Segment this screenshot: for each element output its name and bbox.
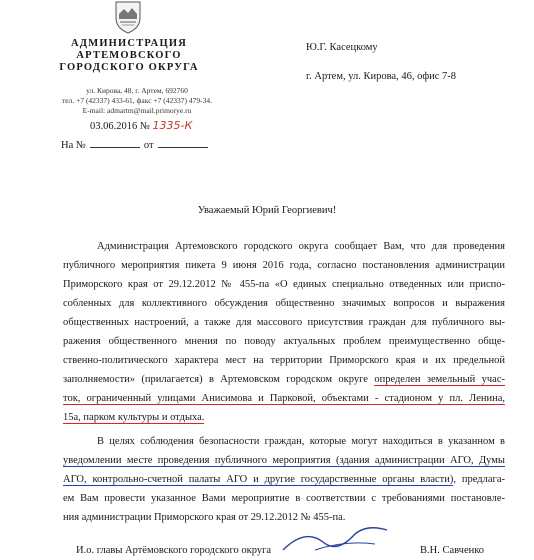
org-address: ул. Кирова, 48, г. Артем, 692760 xyxy=(86,86,188,95)
body-line xyxy=(63,371,505,388)
greeting: Уважаемый Юрий Георгиевич! xyxy=(197,205,337,216)
body-line: Администрация Артемовского городского округа сообщает Вам, что для проведения xyxy=(97,241,505,252)
letter-date: 03.06.2016 xyxy=(90,121,138,132)
handwritten-signature xyxy=(275,520,395,560)
addressee-name: Ю.Г. Касецкому xyxy=(306,42,378,53)
incoming-number-blank xyxy=(90,138,140,148)
highlight-blue: АГО, контрольно-счетной палаты АГО и другие государственные органы власти) xyxy=(63,474,454,485)
body-text: , предлага- xyxy=(453,474,505,485)
body-line: ем Вам провести указанное Вами мероприятие в соответствии с требованиями постановле- xyxy=(63,493,505,504)
incoming-label: На № xyxy=(61,140,86,151)
org-line-2: АРТЕМОВСКОГО xyxy=(76,50,182,61)
body-line xyxy=(63,409,505,426)
body-line: ственно-политического характера мест на территории Приморского края и их предельной xyxy=(63,355,505,366)
letter-number: 1335-К xyxy=(152,119,193,132)
body-line: Приморского края от 29.12.2012 № 455-па «О единых специально отведенных или приспо- xyxy=(63,279,505,290)
outgoing-reference xyxy=(90,119,192,132)
highlight-blue: уведомлении месте проведения публичного мероприятия (здания администрации АГО, Думы xyxy=(63,455,505,466)
signatory-position: И.о. главы Артёмовского городского округа xyxy=(76,545,272,556)
body-line: В целях соблюдения безопасности граждан, которые могут находиться в указанном в xyxy=(97,436,505,447)
body-line xyxy=(63,452,505,469)
org-line-1: АДМИНИСТРАЦИЯ xyxy=(71,38,187,49)
org-phones: тел. +7 (42337) 433-61, факс +7 (42337) 479-34. xyxy=(61,96,213,105)
body-line xyxy=(63,471,505,488)
body-line: общественных настроений, а также для массового присутствия граждан для публичного вы- xyxy=(63,317,505,328)
signatory-name: В.Н. Савченко xyxy=(420,545,485,556)
incoming-date-blank xyxy=(158,138,208,148)
org-line-3: ГОРОДСКОГО ОКРУГА xyxy=(59,62,199,73)
body-line xyxy=(63,390,505,407)
organization-name xyxy=(54,38,204,74)
addressee-address: г. Артем, ул. Кирова, 46, офис 7-8 xyxy=(306,71,457,82)
highlight-red: ток, ограниченный улицами Анисимова и Парковой, объектами - стадионом у пл. Ленина, xyxy=(63,393,505,404)
highlight-red: определен земельный учас- xyxy=(374,374,505,385)
body-text: заполняемости» (прилагается) в Артемовском городском округе xyxy=(63,374,375,385)
highlight-red: 15а, парком культуры и отдыха. xyxy=(63,412,205,423)
coat-of-arms-icon xyxy=(113,0,143,34)
body-line: публичного мероприятия пикета 9 июня 2016 года, согласно постановления администрации xyxy=(63,260,505,271)
org-email: E-mail: admartm@mail.primorye.ru xyxy=(82,106,192,115)
incoming-reference xyxy=(61,138,212,151)
number-label: № xyxy=(139,121,150,132)
body-line: собленных для коллективного обсуждения общественно значимых вопросов и выражения xyxy=(63,298,505,309)
body-line: ния администрации Приморского края от 29.12.2012 № 455-па. xyxy=(63,512,346,523)
body-line: ражения общественного мнения по поводу актуальных проблем преимущественно обще- xyxy=(63,336,505,347)
org-contacts xyxy=(52,86,222,116)
incoming-from-label: от xyxy=(143,140,154,151)
